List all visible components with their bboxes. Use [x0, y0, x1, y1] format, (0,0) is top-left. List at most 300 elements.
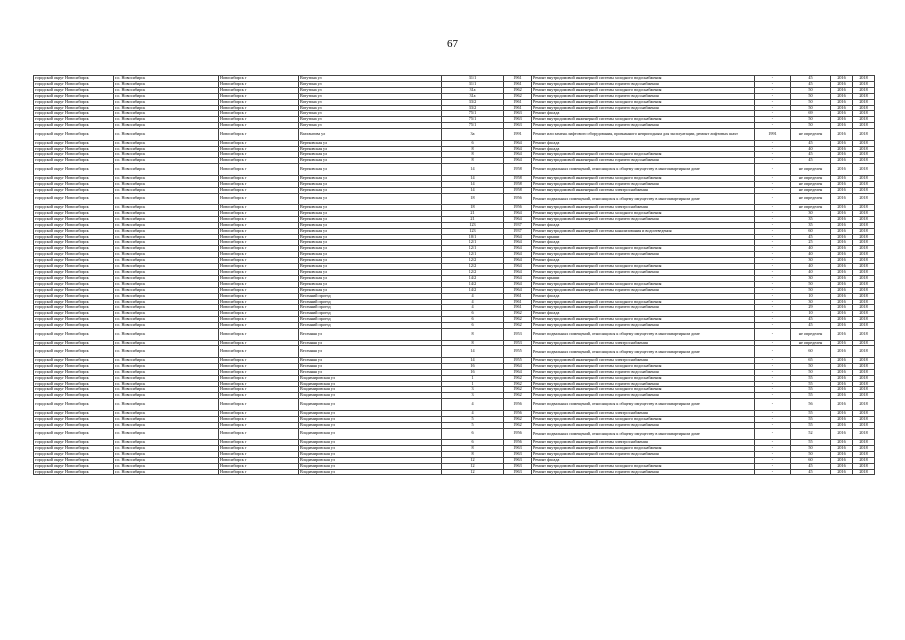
cell-work: Ремонт внутридомовой инженерной системы горячего водоснабжения — [532, 158, 755, 164]
cell-gorod: г.о. Новосибирск — [114, 275, 219, 281]
cell-work: Ремонт внутридомовой инженерной системы холодного водоснабжения — [532, 210, 755, 216]
cell-gorod: г.о. Новосибирск — [114, 387, 219, 393]
cell-year: 1962 — [504, 416, 532, 422]
cell-work: Ремонт внутридомовой инженерной системы холодного водоснабжения — [532, 375, 755, 381]
cell-amount: 45 — [791, 234, 831, 240]
cell-house: 16 — [442, 369, 504, 375]
cell-np: Новосибирск г — [219, 99, 299, 105]
cell-year: 1964 — [504, 369, 532, 375]
cell-house: 4 — [442, 399, 504, 411]
cell-x: 1991 — [755, 129, 791, 141]
cell-street: Вертковская ул — [299, 193, 442, 205]
cell-house: 1 — [442, 381, 504, 387]
cell-year: 1963 — [504, 123, 532, 129]
cell-work: Ремонт внутридомовой инженерной системы холодного водоснабжения — [532, 281, 755, 287]
cell-amount: 40 — [791, 246, 831, 252]
cell-street: Владимировская ул — [299, 410, 442, 416]
cell-house: 12/1 — [442, 252, 504, 258]
cell-start: 2016 — [831, 187, 853, 193]
cell-okrug: городской округ Новосибирск — [34, 117, 114, 123]
cell-gorod: г.о. Новосибирск — [114, 393, 219, 399]
cell-year: 1964 — [504, 287, 532, 293]
cell-work: Ремонт внутридомовой инженерной системы холодного водоснабжения — [532, 117, 755, 123]
cell-end: 2018 — [853, 222, 875, 228]
cell-house: 14 — [442, 357, 504, 363]
cell-street: Владимировская ул — [299, 428, 442, 440]
cell-okrug: городской округ Новосибирск — [34, 445, 114, 451]
cell-end: 2018 — [853, 369, 875, 375]
cell-street: Вертковская ул — [299, 234, 442, 240]
cell-start: 2016 — [831, 416, 853, 422]
cell-street: Весенний проезд — [299, 311, 442, 317]
cell-okrug: городской округ Новосибирск — [34, 311, 114, 317]
cell-year: 1953 — [504, 340, 532, 346]
table-row — [34, 329, 875, 341]
table-row — [34, 469, 875, 475]
cell-start: 2016 — [831, 81, 853, 87]
cell-year: 1958 — [504, 187, 532, 193]
cell-np: Новосибирск г — [219, 246, 299, 252]
cell-okrug: городской округ Новосибирск — [34, 387, 114, 393]
cell-amount: 60 — [791, 457, 831, 463]
cell-okrug: городской округ Новосибирск — [34, 393, 114, 399]
cell-np: Новосибирск г — [219, 264, 299, 270]
cell-work: Ремонт фасада — [532, 146, 755, 152]
cell-street: Весенний проезд — [299, 323, 442, 329]
cell-street: Вертковская ул — [299, 140, 442, 146]
cell-start: 2016 — [831, 222, 853, 228]
cell-start: 2016 — [831, 469, 853, 475]
cell-work: Ремонт внутридомовой инженерной системы холодного водоснабжения — [532, 152, 755, 158]
cell-house: 16 — [442, 363, 504, 369]
cell-work: Ремонт фасада — [532, 457, 755, 463]
cell-okrug: городской округ Новосибирск — [34, 140, 114, 146]
cell-end: 2018 — [853, 275, 875, 281]
cell-x: - — [755, 187, 791, 193]
cell-street: Вертковская ул — [299, 258, 442, 264]
cell-work: Ремонт крыши — [532, 234, 755, 240]
cell-end: 2018 — [853, 323, 875, 329]
cell-np: Новосибирск г — [219, 146, 299, 152]
cell-street: Вертковская ул — [299, 181, 442, 187]
cell-np: Новосибирск г — [219, 205, 299, 211]
cell-np: Новосибирск г — [219, 416, 299, 422]
cell-house: 3 — [442, 393, 504, 399]
cell-gorod: г.о. Новосибирск — [114, 440, 219, 446]
cell-okrug: городской округ Новосибирск — [34, 222, 114, 228]
cell-house: 6 — [442, 323, 504, 329]
cell-x: - — [755, 140, 791, 146]
cell-amount: 35 — [791, 222, 831, 228]
cell-okrug: городской округ Новосибирск — [34, 381, 114, 387]
cell-house: 14/2 — [442, 275, 504, 281]
cell-house: 14 — [442, 187, 504, 193]
cell-x: - — [755, 123, 791, 129]
cell-okrug: городской округ Новосибирск — [34, 123, 114, 129]
cell-work: Ремонт внутридомовой инженерной системы горячего водоснабжения — [532, 181, 755, 187]
cell-x: - — [755, 369, 791, 375]
cell-amount: 45 — [791, 81, 831, 87]
cell-end: 2018 — [853, 187, 875, 193]
cell-np: Новосибирск г — [219, 311, 299, 317]
cell-start: 2016 — [831, 375, 853, 381]
cell-x: - — [755, 445, 791, 451]
cell-amount: 65 — [791, 357, 831, 363]
cell-year: 1963 — [504, 111, 532, 117]
cell-year: 1962 — [504, 87, 532, 93]
cell-x: - — [755, 111, 791, 117]
cell-work: Ремонт подвальных помещений, относящихся к общему имуществу в многоквартирном доме — [532, 346, 755, 358]
cell-street: Ватутина ул — [299, 111, 442, 117]
cell-x: - — [755, 399, 791, 411]
cell-house: 21 — [442, 216, 504, 222]
cell-np: Новосибирск г — [219, 457, 299, 463]
cell-x: - — [755, 317, 791, 323]
cell-gorod: г.о. Новосибирск — [114, 469, 219, 475]
cell-gorod: г.о. Новосибирск — [114, 76, 219, 82]
cell-end: 2018 — [853, 416, 875, 422]
cell-house: 123 — [442, 228, 504, 234]
cell-start: 2016 — [831, 252, 853, 258]
cell-street: Весенняя ул — [299, 346, 442, 358]
cell-okrug: городской округ Новосибирск — [34, 469, 114, 475]
cell-house: 3 — [442, 387, 504, 393]
cell-year: 1962 — [504, 422, 532, 428]
cell-okrug: городской округ Новосибирск — [34, 340, 114, 346]
cell-street: Вертковская ул — [299, 146, 442, 152]
cell-street: Ватутина ул — [299, 123, 442, 129]
cell-start: 2016 — [831, 99, 853, 105]
cell-street: Вертковская ул — [299, 264, 442, 270]
cell-np: Новосибирск г — [219, 240, 299, 246]
cell-street: Вертковская ул — [299, 287, 442, 293]
cell-start: 2016 — [831, 463, 853, 469]
cell-house: 31/1 — [442, 81, 504, 87]
cell-amount: 50 — [791, 117, 831, 123]
cell-street: Ватутина ул — [299, 93, 442, 99]
cell-start: 2016 — [831, 275, 853, 281]
cell-np: Новосибирск г — [219, 329, 299, 341]
cell-year: 1962 — [504, 375, 532, 381]
cell-okrug: городской округ Новосибирск — [34, 76, 114, 82]
cell-x: - — [755, 329, 791, 341]
cell-end: 2018 — [853, 240, 875, 246]
cell-np: Новосибирск г — [219, 181, 299, 187]
cell-x: - — [755, 210, 791, 216]
cell-amount: 50 — [791, 445, 831, 451]
cell-gorod: г.о. Новосибирск — [114, 146, 219, 152]
cell-x: - — [755, 216, 791, 222]
cell-gorod: г.о. Новосибирск — [114, 281, 219, 287]
cell-house: 14 — [442, 181, 504, 187]
cell-street: Владимировская ул — [299, 463, 442, 469]
cell-okrug: городской округ Новосибирск — [34, 323, 114, 329]
cell-work: Ремонт внутридомовой инженерной системы горячего водоснабжения — [532, 369, 755, 375]
cell-work: Ремонт внутридомовой инженерной системы электроснабжения — [532, 187, 755, 193]
cell-start: 2016 — [831, 210, 853, 216]
cell-amount: 56 — [791, 399, 831, 411]
cell-house: 33/2 — [442, 105, 504, 111]
cell-amount: не определен — [791, 193, 831, 205]
cell-start: 2016 — [831, 246, 853, 252]
cell-street: Вертковская ул — [299, 175, 442, 181]
cell-start: 2016 — [831, 329, 853, 341]
cell-work: Ремонт внутридомовой инженерной системы холодного водоснабжения — [532, 317, 755, 323]
cell-street: Ватутина ул — [299, 76, 442, 82]
cell-street: Вертковская ул — [299, 164, 442, 176]
cell-okrug: городской округ Новосибирск — [34, 158, 114, 164]
cell-start: 2016 — [831, 87, 853, 93]
cell-end: 2018 — [853, 81, 875, 87]
cell-start: 2016 — [831, 363, 853, 369]
cell-okrug: городской округ Новосибирск — [34, 457, 114, 463]
cell-amount: 50 — [791, 451, 831, 457]
cell-end: 2018 — [853, 422, 875, 428]
cell-year: 1958 — [504, 164, 532, 176]
cell-start: 2016 — [831, 216, 853, 222]
cell-gorod: г.о. Новосибирск — [114, 299, 219, 305]
cell-street: Вертковская ул — [299, 240, 442, 246]
cell-amount: 30 — [791, 299, 831, 305]
cell-street: Весенняя ул — [299, 363, 442, 369]
cell-np: Новосибирск г — [219, 164, 299, 176]
cell-np: Новосибирск г — [219, 305, 299, 311]
cell-np: Новосибирск г — [219, 399, 299, 411]
cell-x: - — [755, 246, 791, 252]
cell-house: 14/2 — [442, 287, 504, 293]
cell-start: 2016 — [831, 428, 853, 440]
cell-street: Вертковская ул — [299, 275, 442, 281]
cell-start: 2016 — [831, 181, 853, 187]
cell-np: Новосибирск г — [219, 275, 299, 281]
cell-street: Вертковская ул — [299, 216, 442, 222]
cell-x: - — [755, 264, 791, 270]
cell-np: Новосибирск г — [219, 175, 299, 181]
cell-year: 1964 — [504, 281, 532, 287]
cell-house: 8 — [442, 146, 504, 152]
cell-okrug: городской округ Новосибирск — [34, 357, 114, 363]
cell-start: 2016 — [831, 440, 853, 446]
cell-amount: 40 — [791, 269, 831, 275]
cell-house: 12 — [442, 469, 504, 475]
cell-start: 2016 — [831, 264, 853, 270]
cell-okrug: городской округ Новосибирск — [34, 410, 114, 416]
cell-year: 1956 — [504, 399, 532, 411]
cell-np: Новосибирск г — [219, 422, 299, 428]
cell-end: 2018 — [853, 181, 875, 187]
cell-x: - — [755, 193, 791, 205]
cell-work: Ремонт подвальных помещений, относящихся к общему имуществу в многоквартирном доме — [532, 193, 755, 205]
cell-year: 1962 — [504, 393, 532, 399]
cell-year: 1961 — [504, 76, 532, 82]
cell-year: 1964 — [504, 264, 532, 270]
cell-okrug: городской округ Новосибирск — [34, 205, 114, 211]
cell-year: 1961 — [504, 81, 532, 87]
cell-end: 2018 — [853, 305, 875, 311]
cell-okrug: городской округ Новосибирск — [34, 93, 114, 99]
cell-year: 1956 — [504, 193, 532, 205]
cell-np: Новосибирск г — [219, 193, 299, 205]
cell-x: - — [755, 93, 791, 99]
cell-x: - — [755, 234, 791, 240]
cell-year: 1964 — [504, 140, 532, 146]
cell-end: 2018 — [853, 146, 875, 152]
cell-gorod: г.о. Новосибирск — [114, 87, 219, 93]
cell-house: 8 — [442, 451, 504, 457]
cell-gorod: г.о. Новосибирск — [114, 317, 219, 323]
cell-start: 2016 — [831, 146, 853, 152]
cell-start: 2016 — [831, 193, 853, 205]
cell-start: 2016 — [831, 76, 853, 82]
cell-amount: 45 — [791, 158, 831, 164]
cell-okrug: городской округ Новосибирск — [34, 187, 114, 193]
cell-end: 2018 — [853, 105, 875, 111]
cell-amount: не определен — [791, 181, 831, 187]
cell-start: 2016 — [831, 422, 853, 428]
cell-gorod: г.о. Новосибирск — [114, 293, 219, 299]
cell-work: Ремонт внутридомовой инженерной системы электроснабжения — [532, 357, 755, 363]
cell-x: - — [755, 240, 791, 246]
cell-work: Ремонт внутридомовой инженерной системы канализования и водоотведения — [532, 228, 755, 234]
cell-np: Новосибирск г — [219, 234, 299, 240]
cell-house: 14 — [442, 346, 504, 358]
cell-end: 2018 — [853, 76, 875, 82]
cell-end: 2018 — [853, 252, 875, 258]
cell-gorod: г.о. Новосибирск — [114, 240, 219, 246]
cell-okrug: городской округ Новосибирск — [34, 252, 114, 258]
cell-house: 6 — [442, 317, 504, 323]
cell-work: Ремонт внутридомовой инженерной системы горячего водоснабжения — [532, 323, 755, 329]
cell-okrug: городской округ Новосибирск — [34, 193, 114, 205]
cell-house: 12/1 — [442, 240, 504, 246]
cell-year: 1964 — [504, 210, 532, 216]
cell-start: 2016 — [831, 451, 853, 457]
cell-start: 2016 — [831, 234, 853, 240]
cell-x: - — [755, 293, 791, 299]
cell-work: Ремонт внутридомовой инженерной системы горячего водоснабжения — [532, 105, 755, 111]
cell-gorod: г.о. Новосибирск — [114, 258, 219, 264]
cell-x: - — [755, 375, 791, 381]
cell-okrug: городской округ Новосибирск — [34, 210, 114, 216]
cell-end: 2018 — [853, 175, 875, 181]
cell-okrug: городской округ Новосибирск — [34, 181, 114, 187]
cell-end: 2018 — [853, 210, 875, 216]
cell-okrug: городской округ Новосибирск — [34, 346, 114, 358]
cell-work: Ремонт фасада — [532, 311, 755, 317]
cell-start: 2016 — [831, 399, 853, 411]
cell-end: 2018 — [853, 329, 875, 341]
cell-okrug: городской округ Новосибирск — [34, 105, 114, 111]
table-row — [34, 164, 875, 176]
cell-np: Новосибирск г — [219, 387, 299, 393]
cell-x: - — [755, 428, 791, 440]
cell-okrug: городской округ Новосибирск — [34, 399, 114, 411]
cell-house: 12/2 — [442, 269, 504, 275]
cell-x: - — [755, 323, 791, 329]
cell-house: 31а — [442, 87, 504, 93]
cell-gorod: г.о. Новосибирск — [114, 329, 219, 341]
cell-house: 12 — [442, 463, 504, 469]
cell-street: Вертковская ул — [299, 210, 442, 216]
cell-okrug: городской округ Новосибирск — [34, 81, 114, 87]
cell-amount: 45 — [791, 152, 831, 158]
cell-np: Новосибирск г — [219, 258, 299, 264]
cell-np: Новосибирск г — [219, 129, 299, 141]
cell-gorod: г.о. Новосибирск — [114, 234, 219, 240]
cell-amount: 52 — [791, 428, 831, 440]
cell-street: Владимировская ул — [299, 469, 442, 475]
cell-amount: 55 — [791, 422, 831, 428]
cell-amount: не определен — [791, 164, 831, 176]
cell-amount: 50 — [791, 287, 831, 293]
cell-house: 4 — [442, 299, 504, 305]
cell-work: Ремонт внутридомовой инженерной системы холодного водоснабжения — [532, 445, 755, 451]
cell-year: 1964 — [504, 234, 532, 240]
cell-okrug: городской округ Новосибирск — [34, 87, 114, 93]
cell-street: Весенний проезд — [299, 299, 442, 305]
cell-x: - — [755, 175, 791, 181]
cell-start: 2016 — [831, 205, 853, 211]
cell-okrug: городской округ Новосибирск — [34, 246, 114, 252]
cell-house: 14 — [442, 164, 504, 176]
cell-amount: не определен — [791, 175, 831, 181]
cell-gorod: г.о. Новосибирск — [114, 381, 219, 387]
cell-np: Новосибирск г — [219, 357, 299, 363]
cell-year: 1963 — [504, 451, 532, 457]
cell-amount: 29 — [791, 305, 831, 311]
capital-repair-table — [33, 75, 875, 475]
cell-x: - — [755, 387, 791, 393]
cell-start: 2016 — [831, 293, 853, 299]
table-body — [34, 76, 875, 475]
cell-x: - — [755, 311, 791, 317]
cell-year: 1937 — [504, 222, 532, 228]
cell-np: Новосибирск г — [219, 381, 299, 387]
cell-work: Ремонт подвальных помещений, относящихся к общему имуществу в многоквартирном доме — [532, 428, 755, 440]
cell-np: Новосибирск г — [219, 140, 299, 146]
cell-work: Ремонт внутридомовой инженерной системы горячего водоснабжения — [532, 469, 755, 475]
cell-np: Новосибирск г — [219, 105, 299, 111]
cell-year: 1958 — [504, 175, 532, 181]
cell-work: Ремонт внутридомовой инженерной системы электроснабжения — [532, 440, 755, 446]
cell-end: 2018 — [853, 293, 875, 299]
cell-street: Ватутина ул — [299, 87, 442, 93]
cell-amount: 45 — [791, 140, 831, 146]
cell-year: 1962 — [504, 387, 532, 393]
cell-end: 2018 — [853, 87, 875, 93]
cell-np: Новосибирск г — [219, 346, 299, 358]
cell-street: Владимировская ул — [299, 440, 442, 446]
cell-street: Владимировская ул — [299, 375, 442, 381]
cell-end: 2018 — [853, 117, 875, 123]
cell-start: 2016 — [831, 393, 853, 399]
cell-okrug: городской округ Новосибирск — [34, 99, 114, 105]
cell-house: 31/1 — [442, 76, 504, 82]
cell-np: Новосибирск г — [219, 369, 299, 375]
cell-house: 5 — [442, 416, 504, 422]
cell-amount: не определен — [791, 205, 831, 211]
cell-work: Ремонт внутридомовой инженерной системы горячего водоснабжения — [532, 216, 755, 222]
cell-end: 2018 — [853, 193, 875, 205]
cell-np: Новосибирск г — [219, 252, 299, 258]
cell-work: Ремонт внутридомовой инженерной системы холодного водоснабжения — [532, 76, 755, 82]
cell-year: 1953 — [504, 329, 532, 341]
cell-work: Ремонт внутридомовой инженерной системы холодного водоснабжения — [532, 175, 755, 181]
cell-work: Ремонт фасада — [532, 111, 755, 117]
cell-house: 75/1 — [442, 117, 504, 123]
cell-x: - — [755, 269, 791, 275]
cell-work: Ремонт подвальных помещений, относящихся к общему имуществу в многоквартирном доме — [532, 164, 755, 176]
